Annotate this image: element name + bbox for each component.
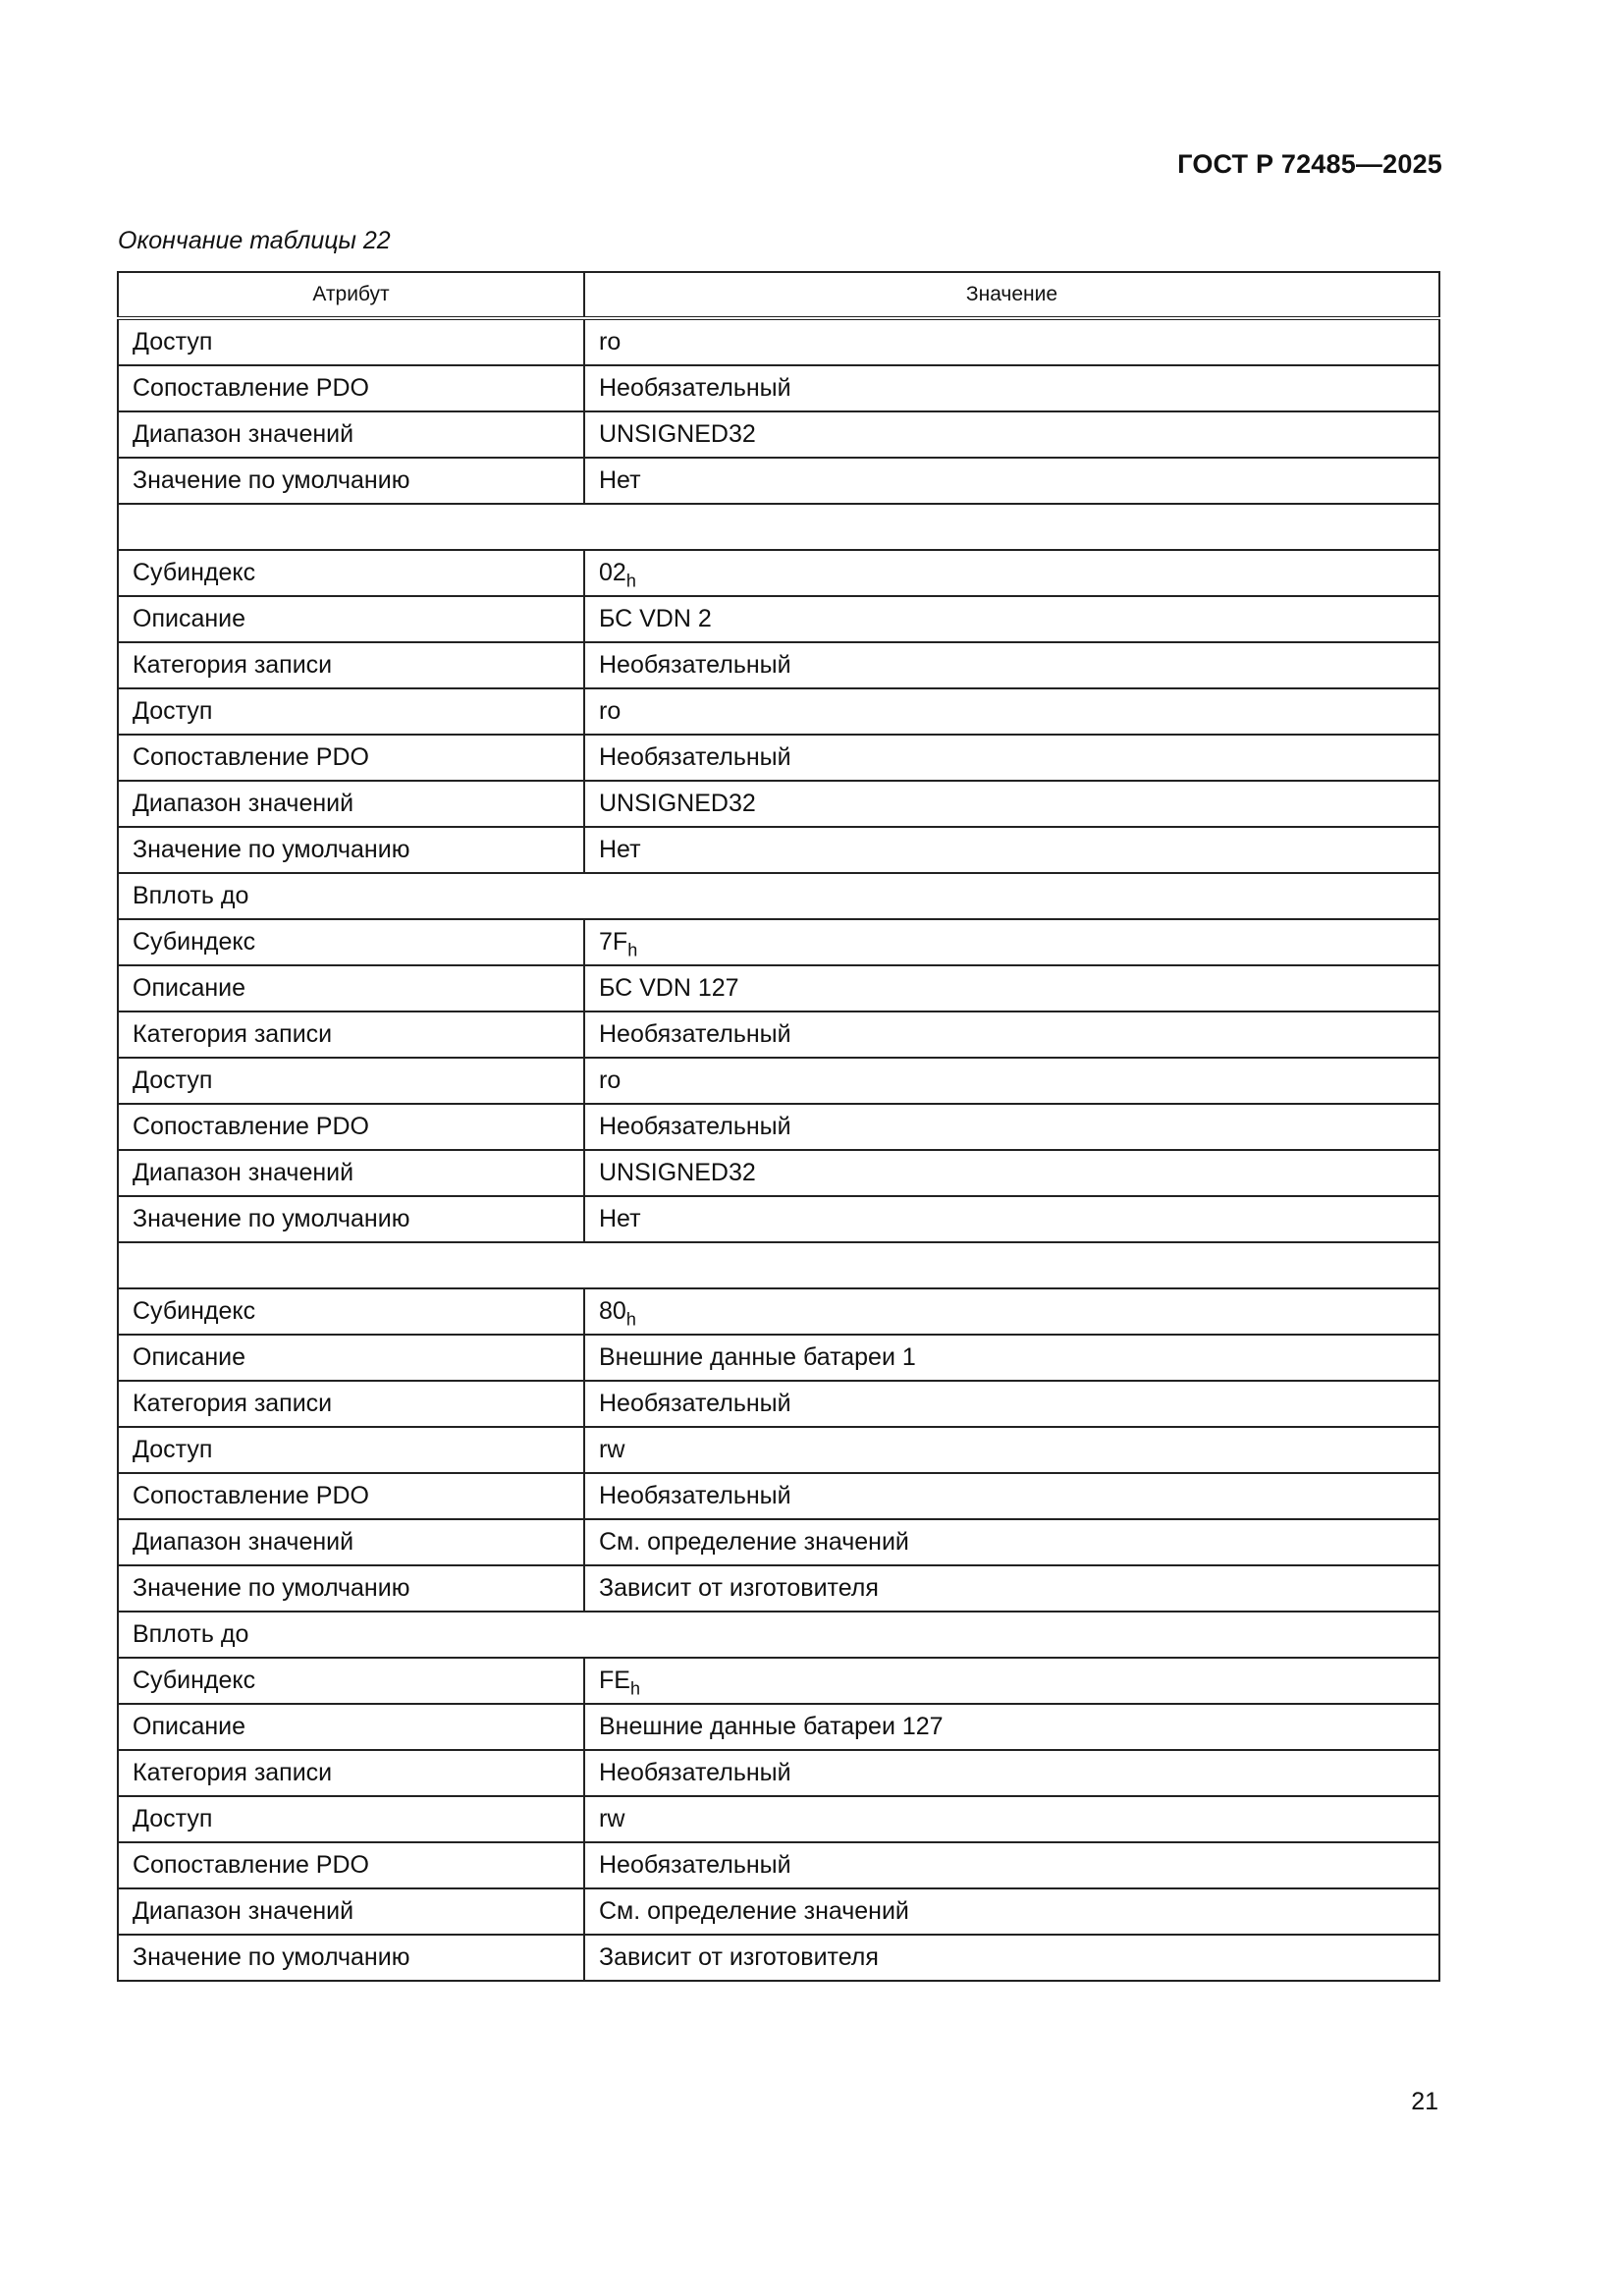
- value-text: rw: [599, 1436, 625, 1463]
- value-cell: [584, 1058, 1439, 1104]
- span-cell: [118, 504, 1439, 550]
- attribute-cell: Категория записи: [118, 1750, 584, 1796]
- attribute-cell: Категория записи: [118, 1011, 584, 1058]
- table-row: [118, 1704, 1439, 1750]
- value-subscript: h: [625, 1309, 636, 1330]
- attribute-cell: Описание: [118, 596, 584, 642]
- value-text: Необязательный: [599, 1020, 791, 1048]
- value-cell: [584, 781, 1439, 827]
- value-text: БС VDN 127: [599, 974, 739, 1002]
- value-cell: [584, 596, 1439, 642]
- value-text: UNSIGNED32: [599, 420, 756, 448]
- table-row: [118, 1565, 1439, 1612]
- value-text: Необязательный: [599, 374, 791, 402]
- table-span-row: [118, 504, 1439, 550]
- table-row: [118, 550, 1439, 596]
- attribute-cell: Сопоставление PDO: [118, 365, 584, 411]
- table-row: [118, 1288, 1439, 1335]
- value-cell: [584, 642, 1439, 688]
- attribute-cell: Диапазон значений: [118, 1519, 584, 1565]
- value-text: Зависит от изготовителя: [599, 1943, 879, 1971]
- value-text: Необязательный: [599, 1759, 791, 1786]
- table-row: [118, 827, 1439, 873]
- value-text: UNSIGNED32: [599, 790, 756, 817]
- table-row: [118, 1658, 1439, 1704]
- attribute-cell: Доступ: [118, 688, 584, 735]
- table-row: [118, 1011, 1439, 1058]
- table-row: [118, 1888, 1439, 1935]
- value-text: См. определение значений: [599, 1897, 909, 1925]
- span-cell: Вплоть до: [118, 1612, 1439, 1658]
- value-cell: [584, 1842, 1439, 1888]
- attribute-cell: Сопоставление PDO: [118, 735, 584, 781]
- table-span-row: [118, 1612, 1439, 1658]
- table-row: [118, 919, 1439, 965]
- value-text: FE: [599, 1667, 630, 1694]
- value-text: Необязательный: [599, 1851, 791, 1879]
- attribute-cell: Значение по умолчанию: [118, 827, 584, 873]
- attribute-cell: Сопоставление PDO: [118, 1104, 584, 1150]
- span-cell: [118, 1242, 1439, 1288]
- value-text: БС VDN 2: [599, 605, 712, 632]
- table-row: [118, 1473, 1439, 1519]
- attribute-cell: Доступ: [118, 1427, 584, 1473]
- value-cell: [584, 458, 1439, 504]
- table-row: [118, 365, 1439, 411]
- table-body: [118, 318, 1439, 1981]
- value-text: Внешние данные батареи 127: [599, 1713, 944, 1740]
- value-cell: [584, 1888, 1439, 1935]
- attribute-cell: Категория записи: [118, 1381, 584, 1427]
- value-cell: [584, 318, 1439, 365]
- attribute-cell: Диапазон значений: [118, 1150, 584, 1196]
- value-cell: [584, 1750, 1439, 1796]
- value-text: rw: [599, 1805, 625, 1832]
- value-cell: [584, 1519, 1439, 1565]
- attribute-cell: Субиндекс: [118, 1658, 584, 1704]
- table-caption: Окончание таблицы 22: [118, 227, 391, 254]
- attribute-cell: Доступ: [118, 318, 584, 365]
- value-text: UNSIGNED32: [599, 1159, 756, 1186]
- value-text: Нет: [599, 1205, 641, 1232]
- attribute-cell: Описание: [118, 965, 584, 1011]
- value-cell: [584, 1381, 1439, 1427]
- attribute-cell: Доступ: [118, 1058, 584, 1104]
- value-cell: [584, 919, 1439, 965]
- table-row: [118, 458, 1439, 504]
- attribute-cell: Диапазон значений: [118, 411, 584, 458]
- value-text: 80: [599, 1297, 626, 1325]
- value-text: ro: [599, 697, 622, 725]
- table-header-row: [118, 272, 1439, 318]
- attribute-cell: Значение по умолчанию: [118, 458, 584, 504]
- value-cell: [584, 1011, 1439, 1058]
- table-span-row: [118, 1242, 1439, 1288]
- table-row: [118, 1935, 1439, 1981]
- value-text: Внешние данные батареи 1: [599, 1343, 916, 1371]
- value-cell: [584, 550, 1439, 596]
- table-row: [118, 688, 1439, 735]
- page-number: 21: [1411, 2088, 1438, 2115]
- value-subscript: h: [627, 940, 638, 960]
- value-text: Зависит от изготовителя: [599, 1574, 879, 1602]
- value-text: ro: [599, 328, 622, 355]
- table-row: [118, 1104, 1439, 1150]
- table-row: [118, 1196, 1439, 1242]
- value-cell: [584, 735, 1439, 781]
- span-cell: Вплоть до: [118, 873, 1439, 919]
- attribute-cell: Диапазон значений: [118, 1888, 584, 1935]
- attribute-cell: Сопоставление PDO: [118, 1473, 584, 1519]
- table-span-row: [118, 873, 1439, 919]
- table-row: [118, 735, 1439, 781]
- column-header-value: Значение: [584, 272, 1439, 318]
- value-text: Необязательный: [599, 1113, 791, 1140]
- attribute-cell: Значение по умолчанию: [118, 1196, 584, 1242]
- table-row: [118, 1519, 1439, 1565]
- table-row: [118, 1842, 1439, 1888]
- table-row: [118, 1750, 1439, 1796]
- value-cell: [584, 1150, 1439, 1196]
- value-subscript: h: [625, 571, 636, 591]
- value-cell: [584, 1704, 1439, 1750]
- value-cell: [584, 827, 1439, 873]
- table-row: [118, 596, 1439, 642]
- table-row: [118, 318, 1439, 365]
- value-cell: [584, 1104, 1439, 1150]
- attribute-cell: Доступ: [118, 1796, 584, 1842]
- table-row: [118, 1058, 1439, 1104]
- value-text: 02: [599, 559, 626, 586]
- attribute-cell: Значение по умолчанию: [118, 1565, 584, 1612]
- table-row: [118, 1335, 1439, 1381]
- table-row: [118, 781, 1439, 827]
- value-text: Необязательный: [599, 1390, 791, 1417]
- value-cell: [584, 1427, 1439, 1473]
- value-text: Необязательный: [599, 651, 791, 679]
- attribute-cell: Описание: [118, 1704, 584, 1750]
- value-text: Нет: [599, 466, 641, 494]
- value-text: Необязательный: [599, 1482, 791, 1509]
- value-text: Необязательный: [599, 743, 791, 771]
- attribute-cell: Значение по умолчанию: [118, 1935, 584, 1981]
- value-text: 7F: [599, 928, 628, 956]
- value-cell: [584, 1796, 1439, 1842]
- value-cell: [584, 965, 1439, 1011]
- table-row: [118, 1427, 1439, 1473]
- value-cell: [584, 1196, 1439, 1242]
- value-cell: [584, 688, 1439, 735]
- document-code: ГОСТ Р 72485—2025: [1177, 149, 1442, 179]
- attribute-cell: Категория записи: [118, 642, 584, 688]
- table-row: [118, 411, 1439, 458]
- attribute-cell: Сопоставление PDO: [118, 1842, 584, 1888]
- table-row: [118, 1796, 1439, 1842]
- column-header-attribute: Атрибут: [118, 272, 584, 318]
- value-subscript: h: [629, 1678, 640, 1699]
- attribute-cell: Описание: [118, 1335, 584, 1381]
- attribute-table: [117, 271, 1440, 1982]
- table-row: [118, 965, 1439, 1011]
- value-text: Нет: [599, 836, 641, 863]
- value-cell: [584, 1473, 1439, 1519]
- table-row: [118, 1150, 1439, 1196]
- attribute-cell: Субиндекс: [118, 919, 584, 965]
- table-row: [118, 1381, 1439, 1427]
- value-cell: [584, 411, 1439, 458]
- value-text: См. определение значений: [599, 1528, 909, 1556]
- value-cell: [584, 1935, 1439, 1981]
- value-cell: [584, 1335, 1439, 1381]
- table-row: [118, 642, 1439, 688]
- value-cell: [584, 1288, 1439, 1335]
- attribute-cell: Субиндекс: [118, 550, 584, 596]
- value-text: ro: [599, 1066, 622, 1094]
- attribute-cell: Диапазон значений: [118, 781, 584, 827]
- value-cell: [584, 365, 1439, 411]
- value-cell: [584, 1658, 1439, 1704]
- value-cell: [584, 1565, 1439, 1612]
- attribute-cell: Субиндекс: [118, 1288, 584, 1335]
